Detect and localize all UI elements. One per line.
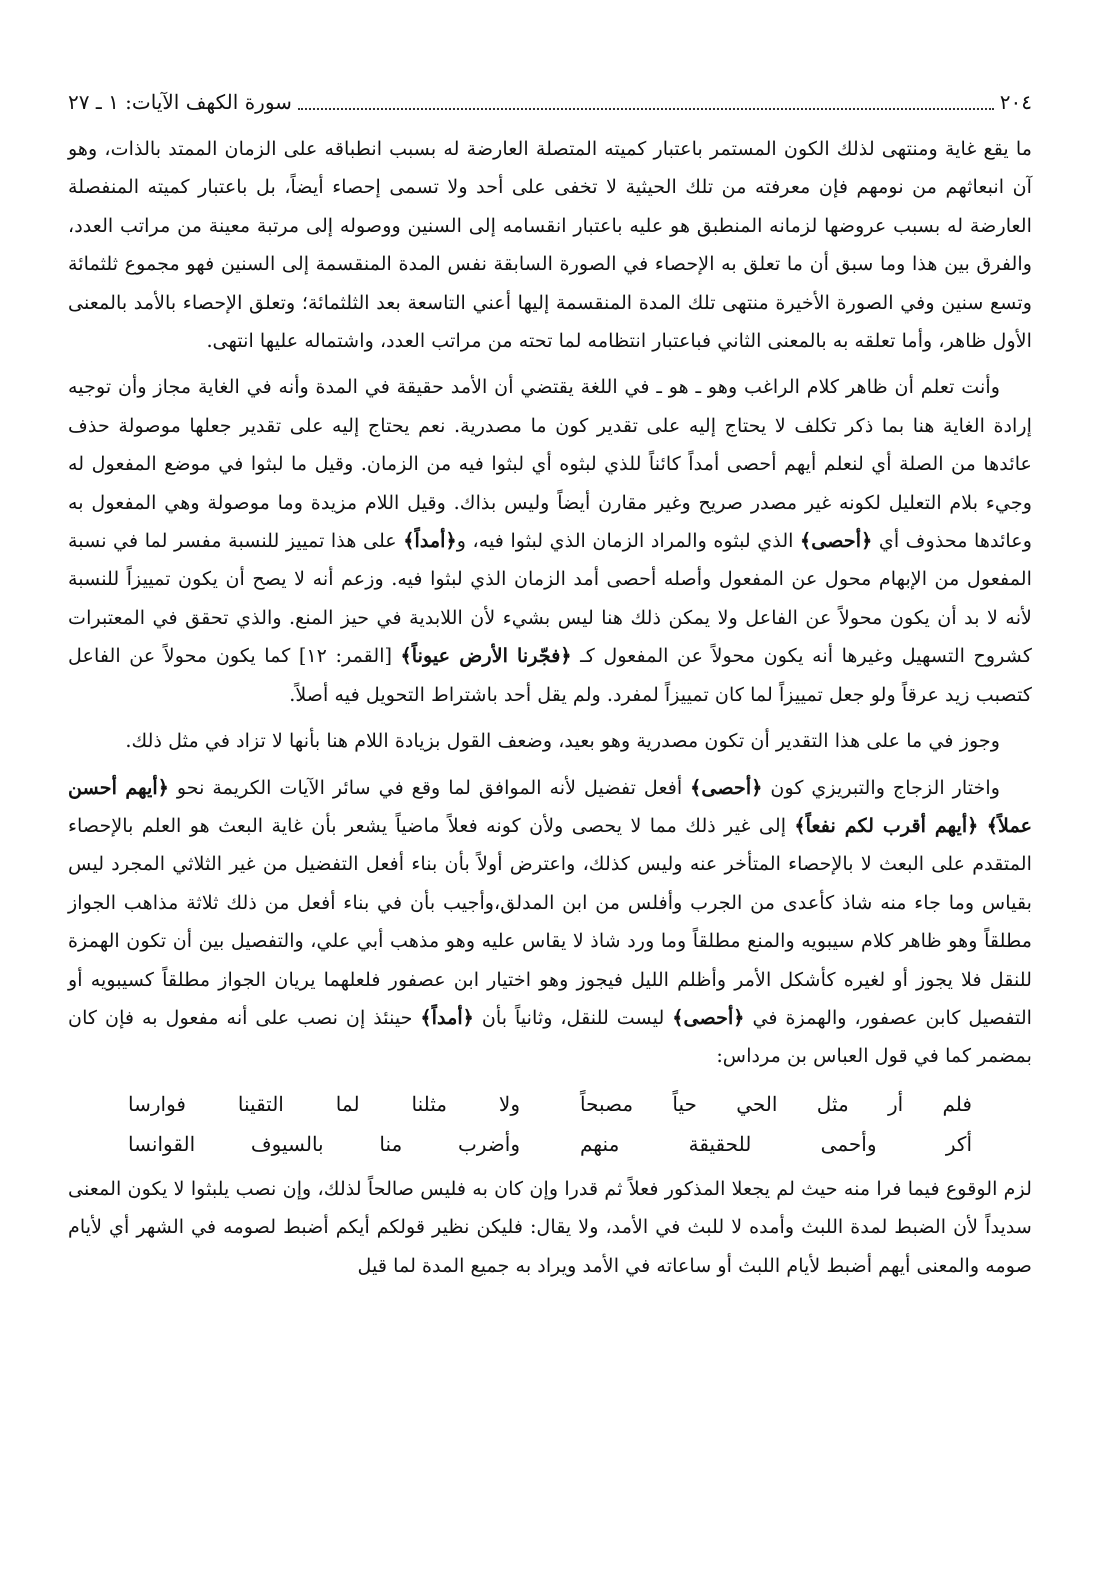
poem-line-2-first-hemistich: أكر وأحمى للحقيقة منهم — [580, 1131, 972, 1156]
poem-line-1-first-hemistich: فلم أر مثل الحي حياً مصبحاً — [580, 1091, 972, 1116]
paragraph-text: ما يقع غاية ومنتهى لذلك الكون المستمر باعتبار كميته المتصلة العارضة له بسبب انطباقه على الزمان الممتد بالذات، وهو آن انبعاثهم من نومهم فإن معرفته من تلك الحيثية لا تخفى على أحد ولا تسمى إحصاء أيضاً، بل باعتبار كميته المنفصلة العارضة له بسبب عروضها لزمانه المنطبق هو عليه باعتبار انقسامه إلى السنين ووصوله إلى مرتبة معينة من مراتب العدد، والفرق بين هذا وما سبق أن ما تعلق به الإحصاء في الصورة السابقة نفس المدة المنقسمة إلى السنين فهو مجموع ثلثمائة وتسع سنين وفي الصورة الأخيرة منتهى تلك المدة المنقسمة إليها أعني التاسعة بعد الثلثمائة؛ وتعلق الإحصاء بالأمد بالمعنى الأول ظاهر، وأما تعلقه به بالمعنى الثاني فباعتبار انتظامه لما تحته من مراتب العدد، واشتماله عليها انتهى. — [68, 137, 1033, 353]
paragraph-text: وجوز في ما على هذا التقدير أن تكون مصدرية وهو بعيد، وضعف القول بزيادة اللام هنا بأنها لا تزاد في مثل ذلك. — [125, 729, 1000, 753]
paragraph-text: وأنت تعلم أن ظاهر كلام الراغب وهو ـ هو ـ في اللغة يقتضي أن الأمد حقيقة في المدة وأنه في الغاية مجاز وأن توجيه إرادة الغاية هنا بما ذكر تكلف لا يحتاج إليه على تقدير كون ما مصدرية. نعم يحتاج إليه على تقدير جعلها موصولة حذف عائدها من الصلة أي لنعلم أيهم أحصى أمداً كائناً للذي لبثوه أي لبثوا فيه من الزمان. وقيل ما لبثوا في موضع المفعول له وجيء بلام التعليل لكونه غير مصدر صريح وغير مقارن أيضاً وليس بذاك. وقيل اللام مزيدة وما موصولة وهي المفعول به وعائدها محذوف أي — [68, 375, 1032, 553]
paragraph-p4 — [68, 769, 1032, 1076]
quran-quote: ﴿أمداً﴾ — [420, 1005, 474, 1029]
paragraph-text: على هذا تمييز للنسبة مفسر لما في نسبة المفعول من الإبهام محول عن المفعول وأصله أحصى أمد الزمان الذي لبثوا فيه. وزعم أنه لا يصح أن يكون تمييزاً للنسبة لأنه لا بد أن يكون محولاً عن الفاعل ولا يمكن ذلك هنا ليس بشيء لأن اللابدية في حيز المنع. والذي تحقق في المعتبرات كشروح التسهيل وغيرها أنه يكون محولاً عن المفعول كـ — [68, 529, 1032, 668]
closing-paragraph: لزم الوقوع فيما فرا منه حيث لم يجعلا المذكور فعلاً ثم قدرا وإن كان به فليس صالحاً لذلك، وإن نصب يلبثوا لا يكون المعنى سديداً لأن الضبط لمدة اللبث وأمده لا للبث في الأمد، ولا يقال: فليكن نظير قولكم أيكم أضبط لصومه في الشهر أي لأيام صومه والمعنى أيهم أضبط لأيام اللبث أو ساعاته في الأمد ويراد به جميع المدة لما قيل — [68, 1176, 1032, 1277]
paragraph-text: [القمر: ١٢] كما يكون محولاً عن الفاعل كتصبب زيد عرقاً ولو جعل تمييزاً لما كان تمييزاً لمفرد. ولم يقل أحد باشتراط التحويل فيه أصلاً. — [68, 644, 1032, 706]
paragraph-text: إلى غير ذلك مما لا يحصى ولأن كونه فعلاً ماضياً يشعر بأن غاية البعث هو العلم بالإحصاء المتقدم على البعث لا بالإحصاء المتأخر عنه وليس كذلك، واعترض أولاً بأن بناء أفعل التفضيل من غير الثلاثي المجرد ليس بقياس وما جاء منه شاذ كأعدى من الجرب وأفلس من ابن المدلق،وأجيب بأن في بناء أفعل من ذلك ثلاثة مذاهب الجواز مطلقاً وهو ظاهر كلام سيبويه والمنع مطلقاً وما ورد شاذ لا يقاس عليه وهو مذهب أبي علي، والتفصيل بين أن تكون الهمزة للنقل فلا يجوز أو لغيره كأشكل الأمر وأظلم الليل فيجوز وهو اختيار ابن عصفور فلعلهما يريان الجواز مطلقاً كسيبويه أو التفصيل كابن عصفور، والهمزة في — [68, 813, 1033, 1029]
quran-quote: ﴿أحصى﴾ — [800, 529, 873, 553]
body-text — [68, 130, 1032, 1076]
poem-block — [68, 1084, 1032, 1164]
quran-quote: ﴿فجّرنا الأرض عيوناً﴾ — [400, 644, 572, 668]
paragraph-text: أفعل تفضيل لأنه الموافق لما وقع في سائر الآيات الكريمة نحو — [168, 775, 691, 799]
quran-quote: ﴿أيهم أقرب لكم نفعاً﴾ — [794, 813, 979, 837]
quran-quote: ﴿أحصى﴾ — [672, 1005, 745, 1029]
paragraph-text: حينئذ إن نصب على أنه مفعول به فإن كان بمضمر كما في قول العباس بن مرداس: — [68, 1005, 1032, 1068]
header-dotted-leader — [298, 108, 994, 110]
poem-line-1-second-hemistich: ولا مثلنا لما التقينا فوارسا — [128, 1091, 520, 1116]
quran-quote: ﴿أيهم أحسن عملاً﴾ — [68, 775, 1033, 837]
paragraph-p1 — [68, 130, 1032, 360]
page-number: ٢٠٤ — [999, 90, 1032, 114]
paragraph-p3 — [68, 722, 1032, 760]
quran-quote: ﴿أحصى﴾ — [690, 775, 763, 799]
paragraph-text: ليست للنقل، وثانياً بأن — [473, 1005, 673, 1029]
quran-quote: ﴿أمداً﴾ — [403, 529, 457, 553]
paragraph-p2 — [68, 368, 1032, 714]
page-header — [68, 88, 1032, 116]
paragraph-text — [978, 814, 986, 837]
surah-title: سورة الكهف الآيات: ١ ـ ٢٧ — [68, 90, 292, 114]
paragraph-text: واختار الزجاج والتبريزي كون — [762, 775, 1000, 799]
paragraph-text: الذي لبثوه والمراد الزمان الذي لبثوا فيه، و — [456, 529, 801, 553]
poem-line-2-second-hemistich: وأضرب منا بالسيوف القوانسا — [128, 1131, 520, 1156]
